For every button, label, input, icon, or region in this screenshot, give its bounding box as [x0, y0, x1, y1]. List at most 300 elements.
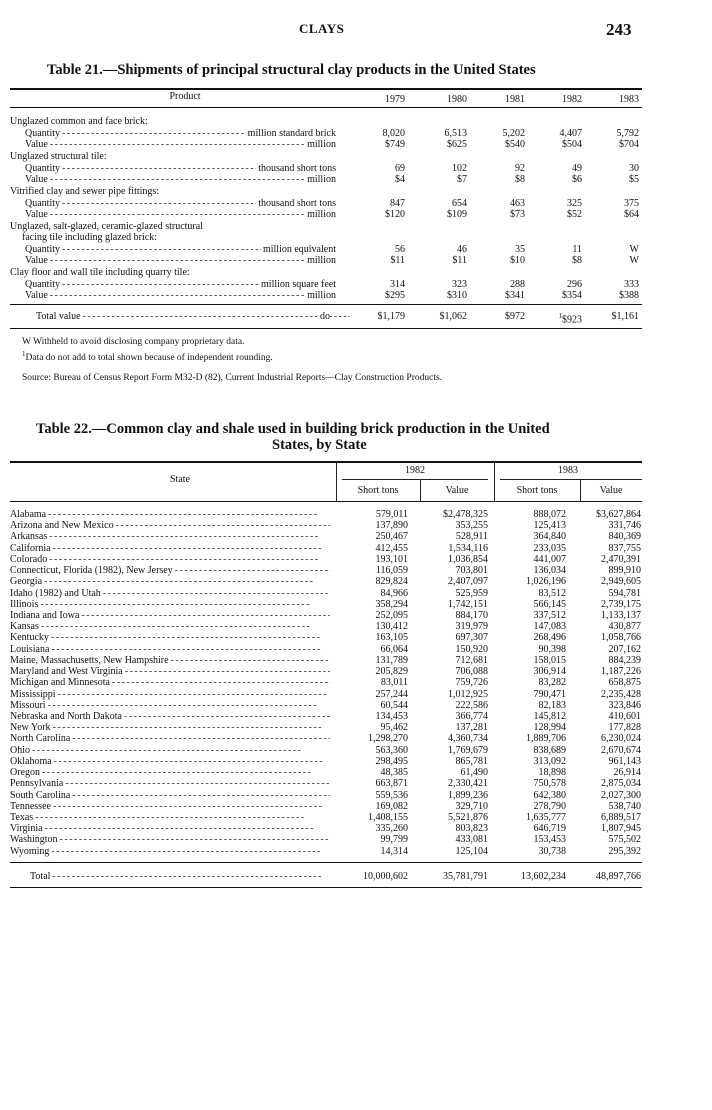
page-number: 243: [606, 20, 632, 39]
table22-cell: 134,453: [375, 711, 408, 722]
table22-cell: 147,083: [533, 621, 566, 633]
table21-total-value: $1,179: [377, 311, 405, 322]
table22-state-name: North Carolina: [10, 733, 71, 745]
table22-row-state: [10, 666, 330, 677]
table22-cell: 130,412: [375, 621, 408, 633]
table22-cell: 1,298,270: [368, 733, 408, 745]
table21-total-unit: do: [320, 311, 330, 322]
table22-cell: 313,092: [533, 755, 566, 767]
table21-top-rule: [10, 88, 642, 90]
table22-cell: 1,899,236: [448, 789, 488, 801]
table22-row-state: [10, 554, 330, 565]
table21-unit: million: [307, 209, 336, 220]
table22-cell: 790,471: [533, 688, 566, 700]
table21-cell: $120: [385, 209, 405, 220]
table21-total-label: [36, 311, 350, 322]
table21-cell: 4,407: [559, 128, 582, 139]
table22-cell: 158,015: [533, 654, 566, 666]
table22-cell: 2,470,391: [601, 553, 641, 565]
table22-cell: 759,726: [455, 677, 488, 689]
table22-sub-value-1982: Value: [445, 485, 469, 496]
table22-cell: 335,260: [375, 823, 408, 835]
table21-item-label-text: Quantity: [25, 244, 60, 255]
table22-cell: 430,877: [608, 621, 641, 633]
table22-row-state: [10, 733, 330, 744]
table21-category-label: Unglazed common and face brick:: [10, 116, 148, 127]
table22-cell: 803,823: [455, 823, 488, 835]
table21-header-rule: [10, 107, 642, 108]
table21-total-label-text: Total value: [36, 311, 81, 322]
table22-cell: 116,059: [375, 565, 408, 577]
table22-state-name: Idaho (1982) and Utah: [10, 587, 101, 599]
table21-year-1981: 1981: [505, 94, 525, 105]
table21-item-label-text: Value: [25, 255, 48, 266]
table22-year-1982: 1982: [405, 465, 425, 476]
table22-cell: 563,360: [375, 744, 408, 756]
table22-cell: 865,781: [455, 755, 488, 767]
table21-item-label: [25, 174, 350, 185]
table22-cell: 48,385: [380, 767, 408, 779]
table21-cell: 11: [572, 244, 582, 255]
table22-cell: 90,398: [538, 643, 566, 655]
table22-state-name: Kansas: [10, 621, 39, 633]
table22-cell: 1,012,925: [448, 688, 488, 700]
table22-state-name: Ohio: [10, 744, 30, 756]
table22-row-state: [10, 767, 330, 778]
table22-row-state: [10, 543, 330, 554]
table22-cell: 579,011: [375, 509, 408, 520]
table22-cell: 66,064: [380, 643, 408, 655]
table22-cell: 82,183: [538, 699, 566, 711]
table22-cell: 575,502: [608, 834, 641, 846]
table21-cell: $11: [452, 255, 467, 266]
table22-sub-short-tons-1982: Short tons: [357, 485, 399, 496]
table21-cell: W: [629, 244, 639, 255]
table22-cell: 750,578: [533, 778, 566, 790]
table21-category-label: Vitrified clay and sewer pipe fittings:: [10, 186, 160, 197]
table21-cell: W: [629, 255, 639, 266]
table21-year-1983: 1983: [619, 94, 639, 105]
table22-cell: 559,536: [375, 789, 408, 801]
table22-cell: 2,949,605: [601, 576, 641, 588]
table21-unit: million: [307, 174, 336, 185]
table22-row-state: [10, 834, 330, 845]
table21-cell: $704: [619, 139, 639, 150]
table22-cell: 366,774: [455, 711, 488, 722]
table21-category-label: Clay floor and wall tile including quarry tile:: [10, 267, 190, 278]
table21-cell: 69: [395, 163, 405, 174]
table22-title-line1: Table 22.—Common clay and shale used in building brick production in the United: [36, 421, 550, 437]
table21-total-value: $1,062: [439, 311, 467, 322]
table22-total-cell: 48,897,766: [596, 871, 641, 882]
table21-product-header: Product: [169, 91, 201, 102]
table22-state-name: Maine, Massachusetts, New Hampshire: [10, 654, 169, 666]
table22-cell: 4,360,734: [448, 733, 488, 745]
table22-row-state: [10, 520, 330, 531]
table22-state-name: Pennsylvania: [10, 778, 64, 790]
table22-row-state: [10, 632, 330, 643]
table22-cell: 150,920: [455, 643, 488, 655]
table21-unit: million: [307, 290, 336, 301]
table22-cell: 153,453: [533, 834, 566, 846]
table22-span-rule-1983: [500, 479, 642, 480]
table22-cell: 1,742,151: [448, 598, 488, 610]
table21-cell: 654: [452, 198, 467, 209]
table22-bottom-rule-2: [10, 887, 642, 888]
table21-bottom-rule: [10, 328, 642, 329]
table22-cell: 884,170: [455, 610, 488, 621]
table22-cell: 566,145: [533, 598, 566, 610]
table22-row-state: [10, 644, 330, 655]
table21-total-cell: [345, 311, 405, 322]
table22-year-1983: 1983: [558, 465, 578, 476]
table22-state-name: New York: [10, 722, 51, 734]
table22-cell: 840,369: [608, 531, 641, 543]
table22-cell: 6,230,024: [601, 733, 641, 745]
table21-category-label: Unglazed, salt-glazed, ceramic-glazed structural: [10, 221, 203, 232]
table22-total-cell: 13,602,234: [521, 871, 566, 882]
table21-cell: 30: [629, 163, 639, 174]
table22-cell: 257,244: [375, 688, 408, 700]
table22-cell: 1,026,196: [526, 576, 566, 588]
table22-cell: 433,081: [455, 834, 488, 846]
table22-row-state: [10, 565, 330, 576]
table21-cell: $295: [385, 290, 405, 301]
table22-state-name: Missouri: [10, 699, 46, 711]
table22-cell: 1,408,155: [368, 811, 408, 823]
table21-total-value: $1,161: [611, 311, 639, 322]
table22-row-state: [10, 700, 330, 711]
table22-row-state: [10, 588, 330, 599]
table22-cell: 2,875,034: [601, 778, 641, 790]
table22-cell: 697,307: [455, 632, 488, 644]
table22-row-state: [10, 677, 330, 688]
table22-cell: 642,380: [533, 789, 566, 801]
table21-unit: million standard brick: [247, 128, 336, 139]
table21-title: Table 21.—Shipments of principal structural clay products in the United States: [47, 62, 536, 78]
table22-cell: 646,719: [533, 823, 566, 835]
table21-total-cell: [522, 311, 582, 325]
table22-state-name: Maryland and West Virginia: [10, 666, 123, 678]
table22-state-name: Texas: [10, 811, 34, 823]
table22-cell: 137,890: [375, 520, 408, 532]
table22-cell: 706,088: [455, 666, 488, 678]
table21-year-1979: 1979: [385, 94, 405, 105]
table22-row-state: [10, 790, 330, 801]
table22-row-state: [10, 655, 330, 666]
table21-year-1982: 1982: [562, 94, 582, 105]
table22-cell: 884,239: [608, 654, 641, 666]
table22-total-cell: 35,781,791: [443, 871, 488, 882]
table22-cell: 888,072: [533, 509, 566, 520]
table22-cell: 295,392: [608, 845, 641, 857]
table22-state-name: South Carolina: [10, 789, 71, 801]
table22-cell: 1,769,679: [448, 744, 488, 756]
table22-state-name: Arkansas: [10, 531, 48, 543]
table22-cell: 1,058,766: [601, 632, 641, 644]
table21-cell: 8,020: [382, 128, 405, 139]
table22-span-rule-1982: [342, 479, 488, 480]
table22-cell: 2,670,674: [601, 744, 641, 756]
table22-cell: 412,455: [375, 542, 408, 554]
table22-cell: 329,710: [455, 800, 488, 812]
table22-cell: 60,544: [380, 699, 408, 711]
footnote-marker: 1: [22, 350, 26, 358]
table22-state-name: Kentucky: [10, 632, 49, 644]
table21-cell: 463: [510, 198, 525, 209]
table22-cell: 205,829: [375, 666, 408, 678]
table22-cell: 1,133,137: [601, 610, 641, 621]
table21-cell: $73: [510, 209, 525, 220]
footnote-source: Source: Bureau of Census Report Form M32-D (82), Current Industrial Reports—Clay Construction Products.: [22, 373, 443, 383]
table22-row-state: [10, 745, 330, 756]
table22-cell: 125,413: [533, 520, 566, 532]
footnote-rounding-text: Data do not add to total shown because of independent rounding.: [25, 353, 273, 364]
table22-header-rule: [10, 501, 642, 502]
table22-cell: 193,101: [375, 553, 408, 565]
table22-cell: 2,330,421: [448, 778, 488, 790]
table22-cell: 84,966: [380, 587, 408, 599]
table22-row-state: [10, 689, 330, 700]
table22-state-name: Georgia: [10, 576, 43, 588]
table21-total-rule: [10, 304, 642, 305]
table22-cell: 207,162: [608, 643, 641, 655]
table22-row-state: [10, 576, 330, 587]
table22-cell: 18,898: [538, 767, 566, 779]
table22-cell: 83,512: [538, 587, 566, 599]
table21-item-label: [25, 255, 350, 266]
table22-total-rule: [10, 862, 642, 863]
table21-cell: 56: [395, 244, 405, 255]
table22-row-state: [10, 756, 330, 767]
table22-state-name: Colorado: [10, 553, 48, 565]
running-head: CLAYS: [299, 21, 345, 36]
table21-cell: $52: [567, 209, 582, 220]
table22-state-name: Illinois: [10, 598, 39, 610]
table21-cell: 323: [452, 279, 467, 290]
table22-cell: 441,007: [533, 553, 566, 565]
table22-cell: 145,812: [533, 711, 566, 722]
table21-cell: $7: [457, 174, 467, 185]
table22-cell: 95,462: [380, 722, 408, 734]
table22-row-state: [10, 722, 330, 733]
table22-cell: 961,143: [608, 755, 641, 767]
table22-cell: 1,187,226: [601, 666, 641, 678]
table22-cell: 319,979: [455, 621, 488, 633]
table21-cell: 314: [390, 279, 405, 290]
table22-state-name: Connecticut, Florida (1982), New Jersey: [10, 565, 173, 577]
table21-cell: $10: [510, 255, 525, 266]
table22-cell: 131,789: [375, 654, 408, 666]
table21-cell: $64: [624, 209, 639, 220]
table21-unit: million equivalent: [262, 244, 336, 255]
table21-unit: thousand short tons: [258, 198, 336, 209]
table22-cell: 99,799: [380, 834, 408, 846]
table21-total-value: $923: [562, 314, 582, 326]
table22-state-name: Alabama: [10, 509, 47, 520]
table21-item-label: [25, 209, 350, 220]
table21-cell: 847: [390, 198, 405, 209]
table22-cell: 2,235,428: [601, 688, 641, 700]
table22-cell: 1,534,116: [448, 542, 488, 554]
table21-item-label-text: Value: [25, 139, 48, 150]
table22-cell: 837,755: [608, 542, 641, 554]
table21-cell: 288: [510, 279, 525, 290]
table22-state-name: Nebraska and North Dakota: [10, 711, 122, 722]
table22-title-line2: States, by State: [272, 437, 367, 453]
table22-cell: 358,294: [375, 598, 408, 610]
table22-cell: 1,635,777: [526, 811, 566, 823]
table22-state-name: Tennessee: [10, 800, 51, 812]
table22-cell: 663,871: [375, 778, 408, 790]
table22-row-state: [10, 621, 330, 632]
table22-row-state: [10, 599, 330, 610]
table21-unit: thousand short tons: [258, 163, 336, 174]
table21-cell: $625: [447, 139, 467, 150]
table21-total-footnote-marker: 1: [558, 312, 562, 320]
table22-cell: 594,781: [608, 587, 641, 599]
table22-row-state: [10, 610, 330, 621]
table21-category-label: Unglazed structural tile:: [10, 151, 107, 162]
table22-cell: 128,994: [533, 722, 566, 734]
table21-total-cell: [407, 311, 467, 322]
table22-row-state: [10, 812, 330, 823]
table22-cell: 2,407,097: [448, 576, 488, 588]
table22-cell: 177,828: [608, 722, 641, 734]
table22-cell: 268,496: [533, 632, 566, 644]
table22-row-state: [10, 531, 330, 542]
table22-cell: 14,314: [380, 845, 408, 857]
table22-row-state: [10, 823, 330, 834]
table21-cell: $388: [619, 290, 639, 301]
table22-row-state: [10, 846, 330, 857]
table21-cell: 325: [567, 198, 582, 209]
table22-cell: 125,104: [455, 845, 488, 857]
table21-unit: million square feet: [261, 279, 336, 290]
table22-cell: 163,105: [375, 632, 408, 644]
table22-cell: 899,910: [608, 565, 641, 577]
table22-cell: 6,889,517: [601, 811, 641, 823]
table21-item-label-text: Quantity: [25, 198, 60, 209]
table22-cell: 61,490: [460, 767, 488, 779]
table22-cell: $3,627,864: [596, 509, 641, 520]
table22-cell: 353,255: [455, 520, 488, 532]
table22-cell: 222,586: [455, 699, 488, 711]
table21-item-label: [25, 290, 350, 301]
table22-cell: 703,801: [455, 565, 488, 577]
table22-cell: 83,011: [380, 677, 408, 689]
table21-cell: $11: [390, 255, 405, 266]
table22-cell: 306,914: [533, 666, 566, 678]
table22-top-rule: [10, 461, 642, 463]
table22-cell: 1,036,854: [448, 553, 488, 565]
table21-unit: million: [307, 255, 336, 266]
table22-cell: $2,478,325: [443, 509, 488, 520]
table21-cell: $354: [562, 290, 582, 301]
table22-cell: 525,959: [455, 587, 488, 599]
table21-cell: 6,513: [444, 128, 467, 139]
table21-item-label-text: Quantity: [25, 128, 60, 139]
table22-cell: 2,739,175: [601, 598, 641, 610]
table22-cell: 136,034: [533, 565, 566, 577]
table21-total-cell: [579, 311, 639, 322]
table21-category-label: facing tile including glazed brick:: [22, 232, 157, 243]
table22-state-header: State: [170, 474, 190, 485]
table22-cell: 26,914: [613, 767, 641, 779]
table21-cell: 5,202: [502, 128, 525, 139]
table21-cell: $109: [447, 209, 467, 220]
table21-cell: 5,792: [616, 128, 639, 139]
table21-cell: 296: [567, 279, 582, 290]
table22-state-name: Indiana and Iowa: [10, 610, 80, 621]
table21-item-label-text: Value: [25, 209, 48, 220]
table21-cell: 333: [624, 279, 639, 290]
table22-cell: 1,889,706: [526, 733, 566, 745]
table22-state-name: Washington: [10, 834, 58, 846]
table22-cell: 233,035: [533, 542, 566, 554]
table21-cell: 35: [515, 244, 525, 255]
table22-cell: 528,911: [455, 531, 488, 543]
footnote-rounding: [22, 348, 273, 364]
table21-cell: $6: [572, 174, 582, 185]
table22-cell: 712,681: [455, 654, 488, 666]
table22-cell: 250,467: [375, 531, 408, 543]
table22-state-name: California: [10, 542, 51, 554]
table21-cell: $8: [515, 174, 525, 185]
table22-total-label-text: Total: [30, 871, 51, 882]
table22-sub-short-tons-1983: Short tons: [516, 485, 558, 496]
table22-cell: 30,738: [538, 845, 566, 857]
table21-cell: $341: [505, 290, 525, 301]
table21-cell: 46: [457, 244, 467, 255]
table22-cell: 1,807,945: [601, 823, 641, 835]
table22-cell: 410,601: [608, 711, 641, 722]
table22-state-name: Michigan and Minnesota: [10, 677, 110, 689]
table21-cell: $8: [572, 255, 582, 266]
table22-sub-value-1983: Value: [599, 485, 623, 496]
table21-cell: 375: [624, 198, 639, 209]
table22-cell: 169,082: [375, 800, 408, 812]
table22-cell: 337,512: [533, 610, 566, 621]
table22-cell: 298,495: [375, 755, 408, 767]
table22-cell: 252,095: [375, 610, 408, 621]
table22-row-state: [10, 711, 330, 722]
table22-row-state: [10, 801, 330, 812]
table21-total-value: $972: [505, 311, 525, 322]
table22-state-name: Wyoming: [10, 845, 50, 857]
table22-state-name: Oregon: [10, 767, 40, 779]
table21-cell: 92: [515, 163, 525, 174]
table21-item-label-text: Value: [25, 290, 48, 301]
table22-state-name: Oklahoma: [10, 755, 52, 767]
table22-cell: 323,846: [608, 699, 641, 711]
table22-cell: 829,824: [375, 576, 408, 588]
table22-cell: 364,840: [533, 531, 566, 543]
table22-row-state: [10, 509, 330, 520]
table21-cell: $504: [562, 139, 582, 150]
table22-state-name: Virginia: [10, 823, 43, 835]
table21-item-label: [25, 139, 350, 150]
table22-total-cell: 10,000,602: [363, 871, 408, 882]
table22-cell: 137,281: [455, 722, 488, 734]
table21-item-label-text: Quantity: [25, 163, 60, 174]
table22-cell: 83,282: [538, 677, 566, 689]
table22-row-state: [10, 778, 330, 789]
table21-year-1980: 1980: [447, 94, 467, 105]
table22-cell: 278,790: [533, 800, 566, 812]
table22-cell: 5,521,876: [448, 811, 488, 823]
table22-cell: 2,027,300: [601, 789, 641, 801]
